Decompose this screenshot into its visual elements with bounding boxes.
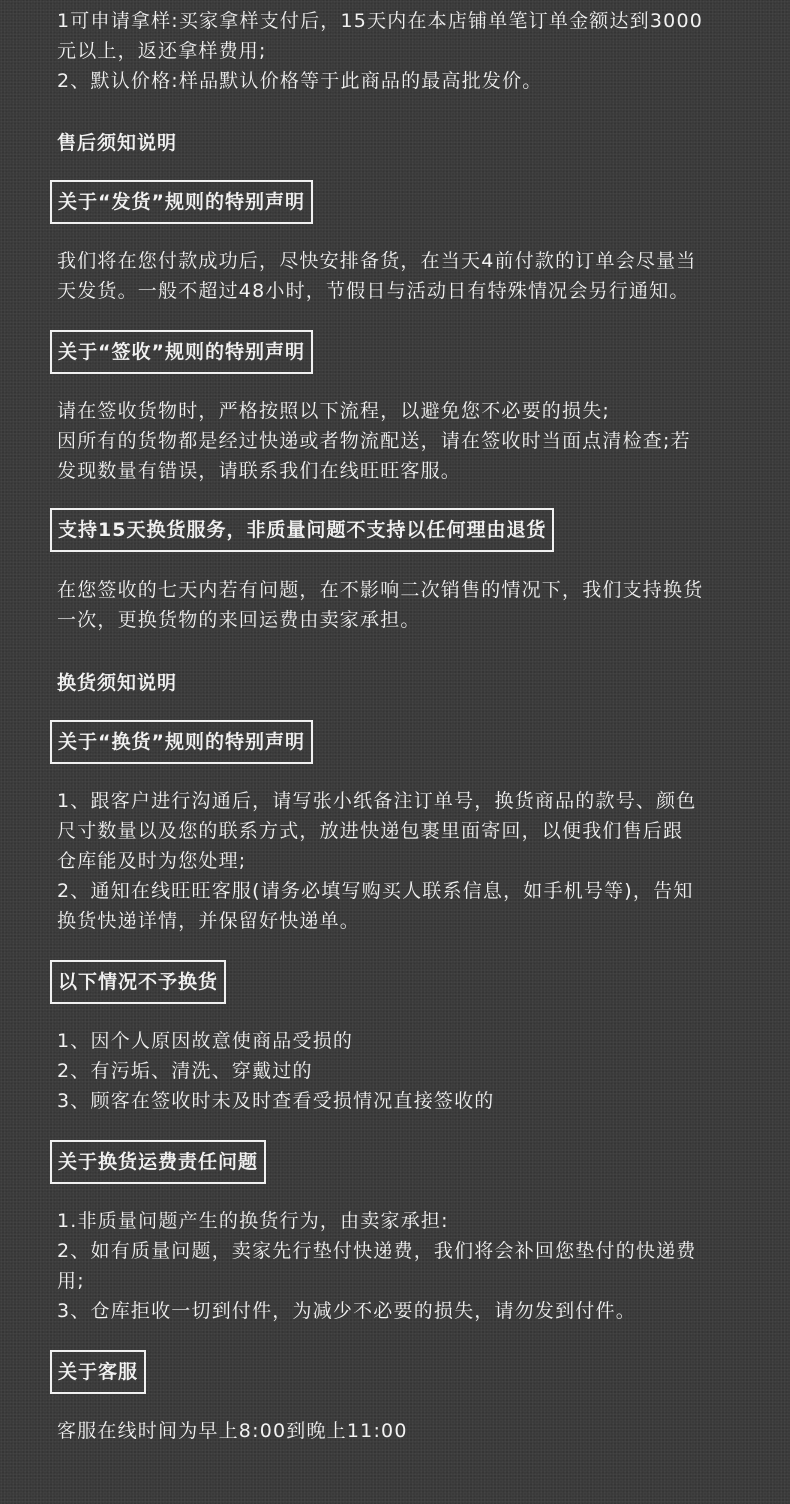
text-line: 因所有的货物都是经过快递或者物流配送，请在签收时当面点清检查;若 (57, 430, 691, 452)
sample-intro-text (57, 6, 737, 96)
text-line: 3、仓库拒收一切到付件，为减少不必要的损失，请勿发到付件。 (57, 1300, 636, 1322)
shipping-rule-title: 关于“发货”规则的特别声明 (50, 180, 313, 224)
text-line: 天发货。一般不超过48小时，节假日与活动日有特殊情况会另行通知。 (57, 280, 690, 302)
text-line: 1、跟客户进行沟通后，请写张小纸备注订单号，换货商品的款号、颜色 (57, 790, 697, 812)
freight-responsibility-text (57, 1206, 737, 1326)
no-exchange-title: 以下情况不予换货 (50, 960, 226, 1004)
list-item: 2、有污垢、清洗、穿戴过的 (57, 1060, 313, 1082)
text-line: 请在签收货物时，严格按照以下流程，以避免您不必要的损失; (57, 400, 611, 422)
text-line: 一次，更换货物的来回运费由卖家承担。 (57, 609, 421, 631)
text-line: 1可申请拿样:买家拿样支付后，15天内在本店铺单笔订单金额达到3000 (57, 10, 704, 32)
text-line: 客服在线时间为早上8:00到晚上11:00 (57, 1420, 408, 1442)
no-exchange-list (57, 1026, 737, 1116)
text-line: 用; (57, 1270, 85, 1292)
shipping-rule-text (57, 246, 737, 306)
text-line: 我们将在您付款成功后，尽快安排备货，在当天4前付款的订单会尽量当 (57, 250, 697, 272)
text-line: 发现数量有错误，请联系我们在线旺旺客服。 (57, 460, 462, 482)
customer-service-text (57, 1416, 737, 1446)
exchange-policy-title: 支持15天换货服务，非质量问题不支持以任何理由退货 (50, 508, 554, 552)
text-line: 2、通知在线旺旺客服(请务必填写购买人联系信息，如手机号等)，告知 (57, 880, 694, 902)
list-item: 1、因个人原因故意使商品受损的 (57, 1030, 354, 1052)
text-line: 仓库能及时为您处理; (57, 850, 247, 872)
exchange-heading: 换货须知说明 (57, 672, 178, 694)
receiving-rule-text (57, 396, 737, 486)
exchange-rule-title: 关于“换货”规则的特别声明 (50, 720, 313, 764)
text-line: 元以上，返还拿样费用; (57, 40, 267, 62)
customer-service-title: 关于客服 (50, 1350, 146, 1394)
text-line: 2、默认价格:样品默认价格等于此商品的最高批发价。 (57, 70, 543, 92)
text-line: 1.非质量问题产生的换货行为，由卖家承担: (57, 1210, 449, 1232)
after-sales-heading: 售后须知说明 (57, 132, 178, 154)
exchange-rule-text (57, 786, 737, 936)
exchange-policy-text (57, 575, 737, 635)
text-line: 2、如有质量问题，卖家先行垫付快递费，我们将会补回您垫付的快递费 (57, 1240, 697, 1262)
list-item: 3、顾客在签收时未及时查看受损情况直接签收的 (57, 1090, 495, 1112)
text-line: 换货快递详情，并保留好快递单。 (57, 910, 361, 932)
text-line: 尺寸数量以及您的联系方式，放进快递包裹里面寄回，以便我们售后跟 (57, 820, 684, 842)
receiving-rule-title: 关于“签收”规则的特别声明 (50, 330, 313, 374)
text-line: 在您签收的七天内若有问题，在不影响二次销售的情况下，我们支持换货 (57, 579, 704, 601)
freight-responsibility-title: 关于换货运费责任问题 (50, 1140, 266, 1184)
